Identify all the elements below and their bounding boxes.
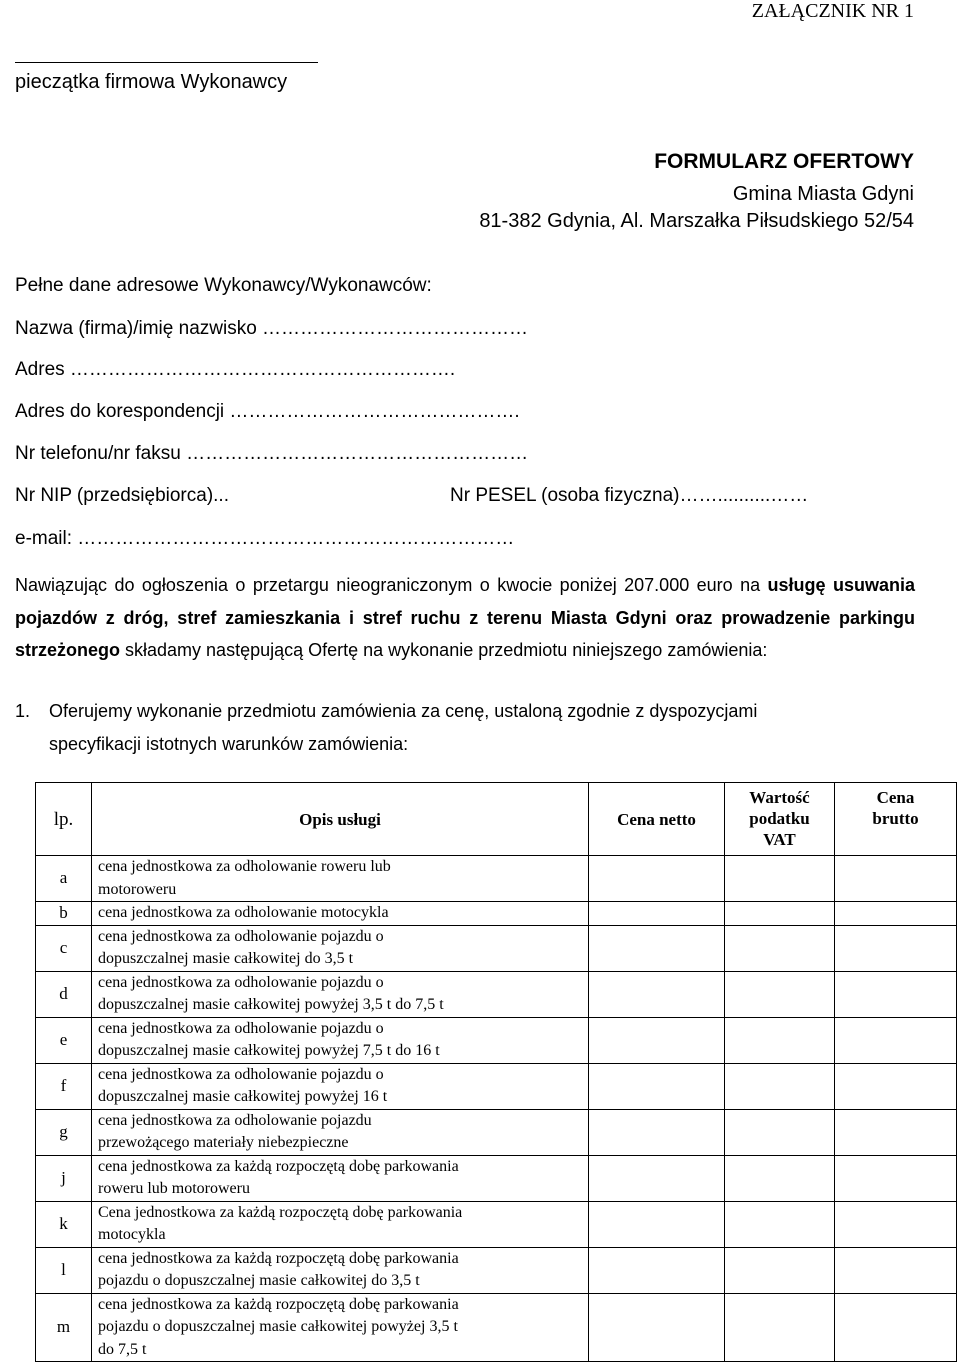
row-lp: l [36,1247,92,1293]
table-row [36,1109,957,1155]
header-gross-price: Cena brutto [835,783,957,856]
description-line: cena jednostkowa za odholowanie pojazdu o [98,1065,384,1083]
gross-price-cell[interactable] [835,1155,957,1201]
recipient-name: Gmina Miasta Gdyni [732,183,914,205]
stamp-signature-line [15,62,318,63]
table-row [36,971,957,1017]
row-lp: b [36,902,92,926]
vat-cell[interactable] [725,1063,835,1109]
row-description [92,1201,589,1247]
vat-cell[interactable] [725,1247,835,1293]
row-description [92,1063,589,1109]
correspondence-address-field[interactable]: Adres do korespondencji ………………………………………. [15,401,520,422]
net-price-cell[interactable] [589,925,725,971]
gross-price-cell[interactable] [835,1247,957,1293]
description-line: przewożącego materiały niebezpieczne [98,1134,349,1151]
description-line: cena jednostkowa za każdą rozpoczętą dobę parkowania [98,1295,459,1313]
gross-price-cell[interactable] [835,1293,957,1362]
annex-label: ZAŁĄCZNIK NR 1 [751,0,914,22]
table-row [36,856,957,902]
row-lp: k [36,1201,92,1247]
contractor-name-field[interactable]: Nazwa (firma)/imię nazwisko …………………………………… [15,318,529,339]
row-description [92,1109,589,1155]
description-line: cena jednostkowa za odholowanie motocykla [98,904,389,921]
description-line: dopuszczalnej masie całkowitej do 3,5 t [98,950,354,967]
row-description [92,1155,589,1201]
vat-cell[interactable] [725,1017,835,1063]
description-line: cena jednostkowa za odholowanie pojazdu [98,1111,372,1129]
header-description: Opis usługi [92,783,589,856]
offer-text-line-2: specyfikacji istotnych warunków zamówienia: [49,733,409,754]
description-line: pojazdu o dopuszczalnej masie całkowitej do 3,5 t [98,1272,420,1289]
header-net-price: Cena netto [589,783,725,856]
net-price-cell[interactable] [589,856,725,902]
description-line: dopuszczalnej masie całkowitej powyżej 7,5 t do 16 t [98,1042,440,1059]
net-price-cell[interactable] [589,1247,725,1293]
net-price-cell[interactable] [589,971,725,1017]
table-row [36,902,957,926]
offer-text-line-1: Oferujemy wykonanie przedmiotu zamówienia za cenę, ustaloną zgodnie z dyspozycjami [49,701,758,721]
row-lp: g [36,1109,92,1155]
vat-cell[interactable] [725,1201,835,1247]
row-description [92,902,589,926]
net-price-cell[interactable] [589,1201,725,1247]
vat-cell[interactable] [725,856,835,902]
email-field[interactable]: e-mail: …………………………………………………………… [15,528,515,549]
description-line: cena jednostkowa za odholowanie pojazdu o [98,973,384,991]
recipient-address: 81-382 Gdynia, Al. Marszałka Piłsudskiego 52/54 [479,210,914,232]
description-line: dopuszczalnej masie całkowitej powyżej 3,5 t do 7,5 t [98,996,444,1013]
net-price-cell[interactable] [589,1017,725,1063]
pesel-field[interactable]: Nr PESEL (osoba fizyczna)……..........…… [450,485,809,506]
gross-price-cell[interactable] [835,1109,957,1155]
row-description [92,856,589,902]
description-line: roweru lub motoroweru [98,1180,250,1197]
row-lp: d [36,971,92,1017]
intro-paragraph [15,569,915,667]
description-line: motocykla [98,1226,166,1243]
intro-text-1: Nawiązując do ogłoszenia o przetargu nieograniczonym o kwocie poniżej 207.000 euro na [15,575,768,595]
net-price-cell[interactable] [589,1063,725,1109]
description-line: pojazdu o dopuszczalnej masie całkowitej powyżej 3,5 t [98,1318,458,1335]
gross-price-cell[interactable] [835,971,957,1017]
table-row [36,1063,957,1109]
vat-cell[interactable] [725,925,835,971]
intro-service-name: usługę usuwania pojazdów z dróg, stref zamieszkania i stref ruchu z terenu Miasta Gdyni oraz prowadzenie parkingu strzeżonego [15,575,915,660]
table-header-row [36,783,957,856]
description-line: dopuszczalnej masie całkowitej powyżej 16 t [98,1088,388,1105]
row-lp: a [36,856,92,902]
row-lp: f [36,1063,92,1109]
description-line: cena jednostkowa za odholowanie pojazdu o [98,1019,384,1037]
row-lp: m [36,1293,92,1362]
description-line: do 7,5 t [98,1340,147,1358]
row-description [92,971,589,1017]
nip-field[interactable]: Nr NIP (przedsiębiorca)... [15,485,229,506]
gross-price-cell[interactable] [835,925,957,971]
description-line: Cena jednostkowa za każdą rozpoczętą dobę parkowania [98,1203,463,1221]
row-lp: e [36,1017,92,1063]
offer-point-1 [15,695,915,760]
gross-price-cell[interactable] [835,902,957,926]
vat-cell[interactable] [725,1293,835,1362]
company-stamp-label: pieczątka firmowa Wykonawcy [15,71,288,93]
table-row [36,1293,957,1362]
contractor-heading: Pełne dane adresowe Wykonawcy/Wykonawców: [15,275,432,296]
row-description [92,925,589,971]
description-line: cena jednostkowa za odholowanie pojazdu o [98,927,384,945]
net-price-cell[interactable] [589,1109,725,1155]
table-row [36,1155,957,1201]
net-price-cell[interactable] [589,1155,725,1201]
description-line: cena jednostkowa za odholowanie roweru lub [98,858,391,875]
description-line: cena jednostkowa za każdą rozpoczętą dobę parkowania [98,1157,459,1175]
phone-fax-field[interactable]: Nr telefonu/nr faksu ……………………………………………… [15,443,529,464]
row-description [92,1293,589,1362]
row-lp: c [36,925,92,971]
vat-cell[interactable] [725,1155,835,1201]
intro-text-2: składamy następującą Ofertę na wykonanie przedmiotu niniejszego zamówienia: [120,640,768,660]
row-description [92,1017,589,1063]
net-price-cell[interactable] [589,902,725,926]
gross-price-cell[interactable] [835,1063,957,1109]
form-title: FORMULARZ OFERTOWY [654,150,914,173]
header-vat: Wartość podatku VAT [725,783,835,856]
table-row [36,925,957,971]
offer-point-number: 1. [15,701,31,721]
gross-price-cell[interactable] [835,1017,957,1063]
contractor-address-field[interactable]: Adres ……………………………………………………. [15,359,456,380]
header-lp: lp. [36,783,92,856]
table-row [36,1247,957,1293]
price-table [35,782,957,1362]
vat-cell[interactable] [725,902,835,926]
description-line: motoroweru [98,880,177,898]
description-line: cena jednostkowa za każdą rozpoczętą dobę parkowania [98,1249,459,1267]
vat-cell[interactable] [725,971,835,1017]
row-lp: j [36,1155,92,1201]
table-row [36,1201,957,1247]
vat-cell[interactable] [725,1109,835,1155]
row-description [92,1247,589,1293]
gross-price-cell[interactable] [835,856,957,902]
table-row [36,1017,957,1063]
gross-price-cell[interactable] [835,1201,957,1247]
net-price-cell[interactable] [589,1293,725,1362]
